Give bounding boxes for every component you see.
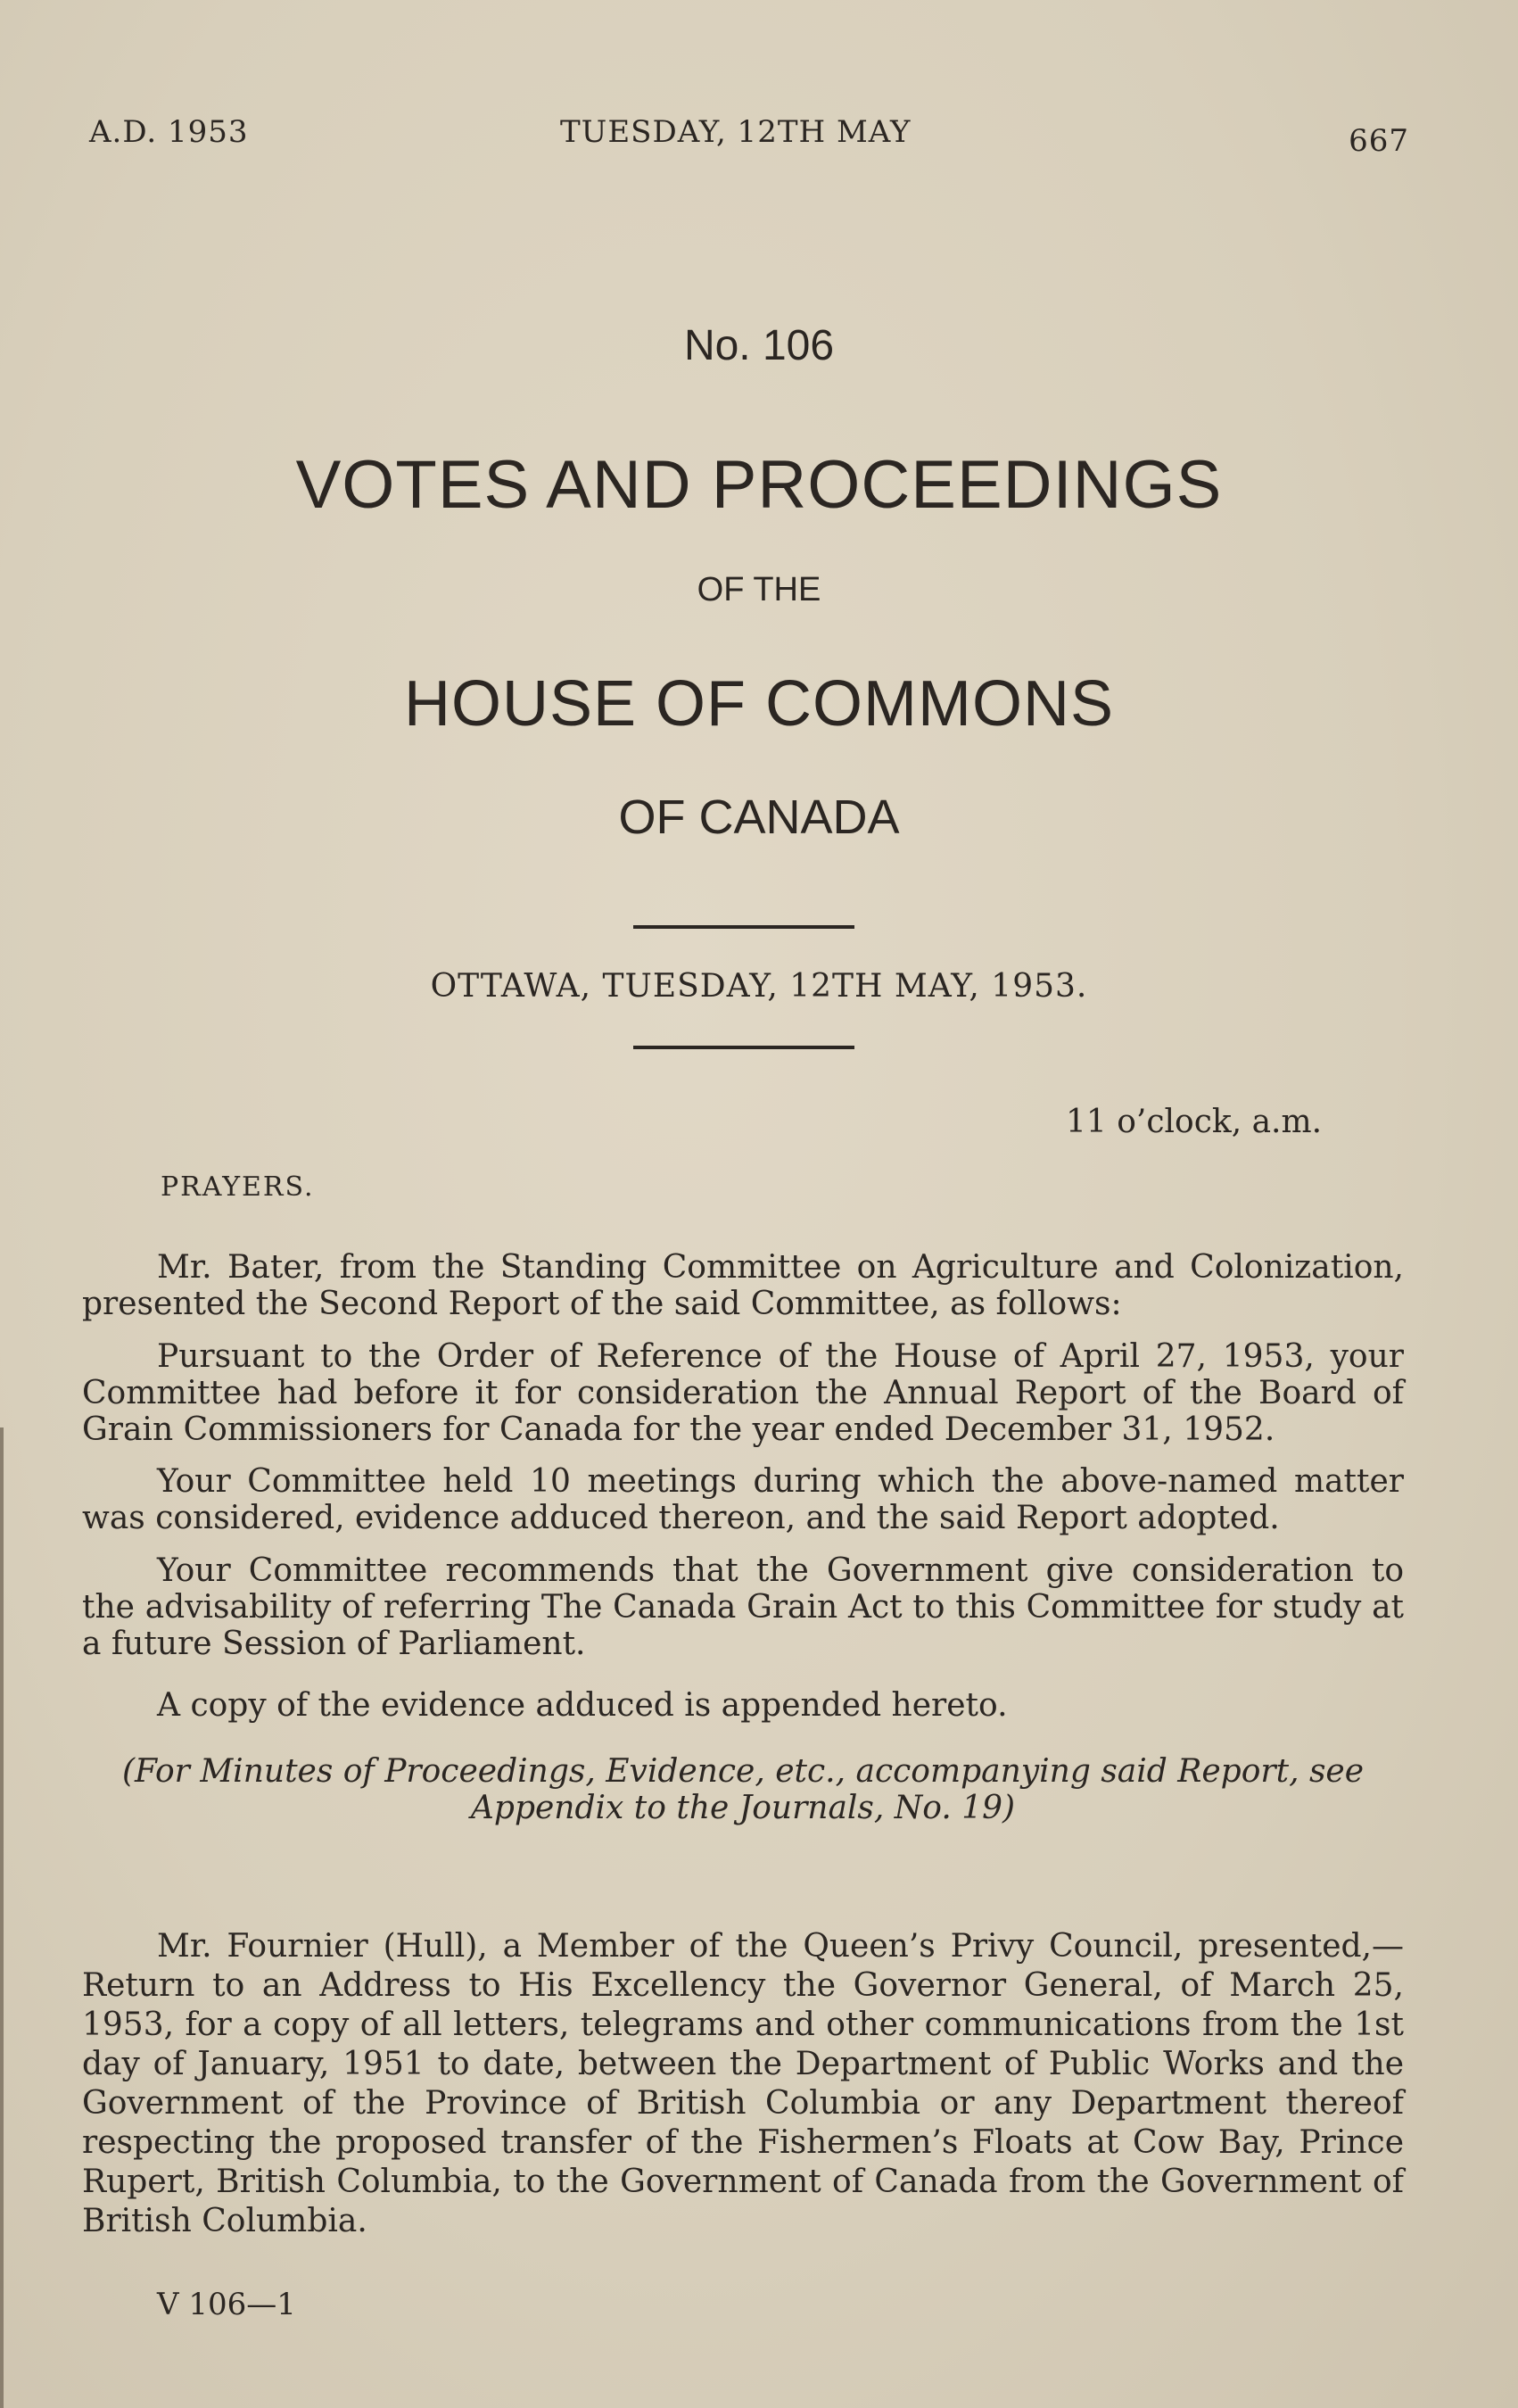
dateline: OTTAWA, TUESDAY, 12TH MAY, 1953.: [430, 968, 1088, 1005]
signature-mark: V 106—1: [157, 2287, 296, 2322]
paragraph-evidence-copy: A copy of the evidence adduced is appended hereto.: [157, 1687, 1008, 1724]
running-head: [89, 114, 1409, 159]
sitting-time: 11 o’clock, a.m.: [1066, 1104, 1323, 1140]
paragraph-committee-report: Mr. Bater, from the Standing Committee on Agriculture and Colonization, presented the Second Report of the said Committee, as follows:: [82, 1249, 1404, 1322]
rule-divider-bottom: [633, 1046, 854, 1049]
paragraph-recommendation: Your Committee recommends that the Government give consideration to the advisability of referring The Canada Grain Act to this Committee for study at a future Session of Parliament.: [82, 1552, 1404, 1662]
header-year: A.D. 1953: [89, 114, 249, 150]
issue-number: No. 106: [683, 322, 835, 369]
title-of-the: OF THE: [697, 571, 821, 608]
title-country: OF CANADA: [618, 790, 900, 844]
document-title: VOTES AND PROCEEDINGS: [295, 447, 1223, 523]
title-house: HOUSE OF COMMONS: [403, 668, 1114, 740]
rule-divider-top: [633, 925, 854, 929]
page-number: 667: [1349, 123, 1409, 159]
header-date: TUESDAY, 12TH MAY: [560, 114, 912, 150]
page-edge: [0, 1427, 4, 2408]
paragraph-order-of-reference: Pursuant to the Order of Reference of the House of April 27, 1953, your Committee had before it for consideration the Annual Report of the Board of Grain Commissioners for Canada for the year ended December 31, 1952.: [82, 1338, 1404, 1448]
appendix-note: (For Minutes of Proceedings, Evidence, etc., accompanying said Report, see Appendix to the Journals, No. 19): [121, 1753, 1365, 1826]
paragraph-meetings: Your Committee held 10 meetings during which the above-named matter was considered, evidence adduced thereon, and the said Report adopted.: [82, 1463, 1404, 1536]
prayers-heading: PRAYERS.: [161, 1171, 315, 1203]
paragraph-return-to-address: Mr. Fournier (Hull), a Member of the Queen’s Privy Council, presented,— Return to an Address to His Excellency the Governor General, of March 25, 1953, for a copy of all letters, telegrams and other communications from the 1st day of January, 1951 to date, between the Department of Public Works and the Government of the Province of British Columbia or any Department thereof respecting the proposed transfer of the Fishermen’s Floats at Cow Bay, Prince Rupert, British Columbia, to the Government of Canada from the Government of British Columbia.: [82, 1928, 1404, 2239]
